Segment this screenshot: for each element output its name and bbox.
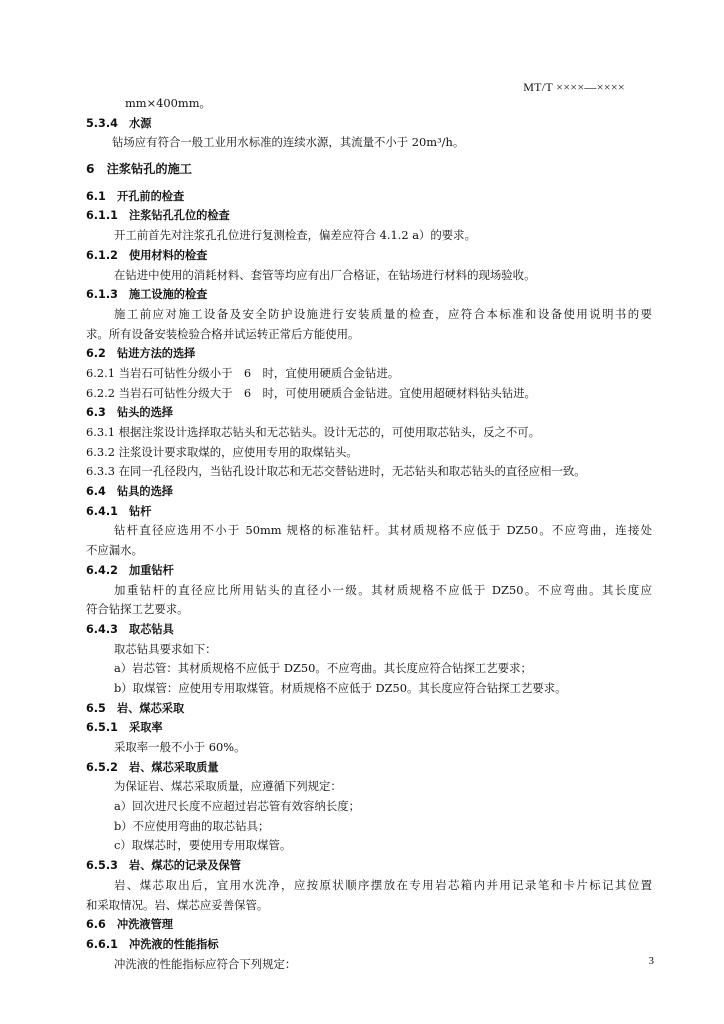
section-heading: 6.5.1 采取率 [86,721,163,735]
body-text-line: 开工前首先对注浆孔孔位进行复测检查，偏差应符合 4.1.2 a）的要求。 [114,228,476,243]
body-text-line: 岩、煤芯取出后，宜用水洗净，应按原状顺序摆放在专用岩芯箱内并用记录笔和卡片标记其位置 [114,877,652,892]
section-heading: 6 注浆钻孔的施工 [86,162,192,177]
body-text-line: 在钻进中使用的消耗材料、套管等均应有出厂合格证，在钻场进行材料的现场验收。 [114,267,536,282]
section-heading: 6.1.1 注浆钻孔孔位的检查 [86,209,230,223]
section-heading: 6.2 钻进方法的选择 [86,347,196,361]
body-text-line: 不应漏水。 [86,543,143,558]
body-text-line: 采取率一般不小于 60%。 [114,740,246,754]
section-heading: 6.4.1 钻杆 [86,504,152,518]
section-heading: 6.6 冲洗液管理 [86,918,173,932]
body-text-line: 和采取情况。岩、煤芯应妥善保管。 [86,897,269,912]
section-heading: 6.6.1 冲洗液的性能指标 [86,937,219,951]
body-text-line: 6.2.1 当岩石可钻性分级小于 6 时，宜使用硬质合金钻进。 [86,365,400,380]
section-heading: 6.1 开孔前的检查 [86,189,185,203]
body-text-line: 符合钻探工艺要求。 [86,602,189,617]
section-heading: 5.3.4 水源 [86,116,152,130]
body-text-line: 冲洗液的性能指标应符合下列规定： [114,956,297,971]
section-heading: 6.1.3 施工设施的检查 [86,288,208,302]
body-text-line: 取芯钻具要求如下： [114,641,217,656]
body-text-line: 6.3.1 根据注浆设计选择取芯钻头和无芯钻头。设计无芯的，可使用取芯钻头，反之不可。 [86,425,541,439]
document-body [86,94,652,974]
body-text-line: 施工前应对施工设备及安全防护设施进行安装质量的检查，应符合本标准和设备使用说明书的要 [114,306,652,321]
body-text-line: a）回次进尺长度不应超过岩芯管有效容纳长度； [114,799,360,814]
body-text-line: c）取煤芯时，要使用专用取煤管。 [114,838,292,853]
section-heading: 6.4 钻具的选择 [86,485,173,499]
page-number: 3 [648,955,654,967]
body-text-line: b）不应使用弯曲的取芯钻具； [114,818,270,833]
section-heading: 6.1.2 使用材料的检查 [86,248,208,262]
body-text-line: b）取煤管：应使用专用取煤管。材质规格不应低于 DZ50。其长度应符合钻探工艺要求。 [114,680,567,695]
section-heading: 6.3 钻头的选择 [86,406,173,420]
body-text-line: mm×400mm。 [125,96,211,110]
section-heading: 6.4.3 取芯钻具 [86,622,174,636]
standard-code-header: MT/T ××××—×××× [523,80,625,94]
section-heading: 6.5.2 岩、煤芯采取质量 [86,760,219,774]
body-text-line: 求。所有设备安装检验合格并试运转正常后方能使用。 [86,326,360,341]
body-text-line: 6.3.2 注浆设计要求取煤的，应使用专用的取煤钻头。 [86,444,358,459]
section-heading: 6.4.2 加重钻杆 [86,563,174,577]
body-text-line: 6.3.3 在同一孔径段内，当钻孔设计取芯和无芯交替钻进时，无芯钻头和取芯钻头的直径应相一致。 [86,464,586,479]
body-text-line: 为保证岩、煤芯采取质量，应遵循下列规定： [114,779,342,794]
section-heading: 6.5 岩、煤芯采取 [86,701,185,715]
body-text-line: 钻杆直径应选用不小于 50mm 规格的标准钻杆。其材质规格不应低于 DZ50。不应弯曲，连接处 [114,523,652,538]
body-text-line: a）岩芯管：其材质规格不应低于 DZ50。不应弯曲。其长度应符合钻探工艺要求； [114,661,532,676]
body-text-line: 加重钻杆的直径应比所用钻头的直径小一级。其材质规格不应低于 DZ50。不应弯曲。其长度应 [114,582,652,597]
section-heading: 6.5.3 岩、煤芯的记录及保管 [86,859,241,873]
body-text-line: 钻场应有符合一般工业用水标准的连续水源，其流量不小于 20m³/h。 [112,135,465,150]
body-text-line: 6.2.2 当岩石可钻性分级大于 6 时，可使用硬质合金钻进。宜使用超硬材料钻头钻进。 [86,385,536,400]
